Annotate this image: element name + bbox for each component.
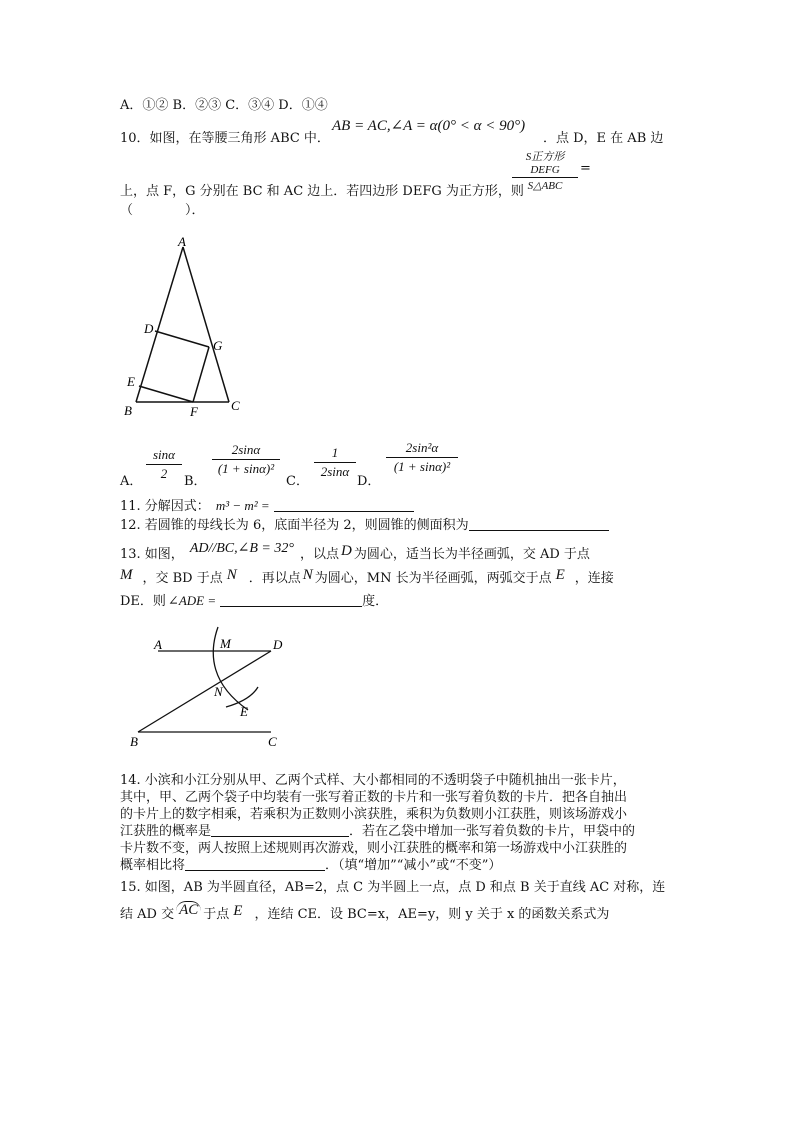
q10-paren: （ ）． xyxy=(120,203,205,218)
q13-figure xyxy=(128,625,298,755)
q10-ratio-den: S△ABC xyxy=(527,180,563,192)
q13-l2c: 为圆心，MN 长为半径画弧，两弧交于点 xyxy=(314,571,552,586)
q9-options: A．①② B．②③ C．③④ D．①④ xyxy=(120,98,328,113)
q10-intro: 10．如图，在等腰三角形 ABC 中． xyxy=(120,131,330,146)
q10-option-c-label: C． xyxy=(286,474,309,489)
q13-point-n: N xyxy=(226,567,237,583)
q14-answer-blank-1[interactable] xyxy=(211,824,349,837)
label-E: E xyxy=(240,704,248,719)
q13-l2a: ，交 BD 于点 xyxy=(142,571,223,586)
option-a-den: 2 xyxy=(160,466,168,481)
q14-line4 xyxy=(120,824,635,840)
q10-ratio-eq: = xyxy=(580,161,591,176)
q10-option-a xyxy=(146,447,182,482)
q13-l2d: ，连接 xyxy=(574,571,614,586)
label-C: C xyxy=(231,398,240,413)
q15-l2b: 于点 xyxy=(203,907,230,922)
q10-option-b-label: B． xyxy=(184,474,207,489)
q14-line5: 卡片数不变，两人按照上述规则再次游戏，则小江获胜的概率和第一场游戏中小江获胜的 xyxy=(120,841,628,856)
q13-l3b: 度． xyxy=(362,594,389,609)
option-b-den: (1 + sinα)² xyxy=(217,461,275,476)
q13-l1a: 13. 如图， xyxy=(120,547,184,562)
q12-prompt: 12. 若圆锥的母线长为 6，底面半径为 2，则圆锥的侧面积为 xyxy=(120,518,469,533)
q14-line2: 其中，甲、乙两个袋子中均装有一张写着正数的卡片和一张写着负数的卡片．把各自抽出 xyxy=(120,790,628,805)
q13-point-n2: N xyxy=(302,567,313,583)
option-a-num: sinα xyxy=(153,447,175,462)
q13-l1b: ，以点 xyxy=(299,547,339,562)
label-E: E xyxy=(127,374,135,389)
side-gf xyxy=(193,347,209,402)
label-F: F xyxy=(190,404,198,419)
q11-text xyxy=(120,498,414,515)
q14-answer-blank-2[interactable] xyxy=(185,858,325,871)
q14-line3: 的卡片上的数字相乘，若乘积为正数则小滨获胜，乘积为负数则小江获胜，则该场游戏小 xyxy=(120,807,628,822)
label-A: A xyxy=(154,637,162,652)
option-c-num: 1 xyxy=(331,445,339,460)
q14-l4b: ．若在乙袋中增加一张写着负数的卡片，甲袋中的 xyxy=(349,824,636,839)
label-C: C xyxy=(268,734,277,749)
label-M: M xyxy=(220,636,231,651)
q13-condition: AD//BC,∠B = 32° xyxy=(189,541,294,556)
q13-angle: ∠ADE = xyxy=(167,593,217,608)
label-B: B xyxy=(130,734,138,749)
label-A: A xyxy=(178,234,186,249)
label-D: D xyxy=(144,321,154,336)
side-fe xyxy=(139,386,193,402)
q10-option-c xyxy=(314,445,356,480)
q13-line2 xyxy=(120,567,614,587)
q15-l2c: ，连结 CE．设 BC=x，AE=y，则 y 关于 x 的函数关系式为 xyxy=(254,907,610,922)
q13-l1c: 为圆心，适当长为半径画弧，交 AD 于点 xyxy=(353,547,590,562)
q13-point-e: E xyxy=(555,567,565,583)
option-c-den: 2sinα xyxy=(320,464,350,479)
q15-line2 xyxy=(120,902,610,923)
q12-answer-blank[interactable] xyxy=(469,518,609,531)
side-dg xyxy=(155,331,209,347)
q13-l2b: ．再以点 xyxy=(248,571,301,586)
q14-l6b: ．（填“增加”“减小”或“不变”） xyxy=(325,858,502,873)
q13-line1 xyxy=(120,541,590,563)
q15-arc-ac: AC xyxy=(176,901,201,918)
q14-line1: 14. 小滨和小江分别从甲、乙两个式样、大小都相同的不透明袋子中随机抽出一张卡片， xyxy=(120,773,626,788)
option-d-num: 2sin²α xyxy=(405,440,439,455)
q10-option-a-label: A． xyxy=(120,474,143,489)
q13-point-m: M xyxy=(120,567,133,583)
q14-line6 xyxy=(120,858,501,874)
option-d-den: (1 + sinα)² xyxy=(393,459,451,474)
q11-prompt: 11. 分解因式： xyxy=(120,499,210,514)
q13-line3 xyxy=(120,593,388,610)
q12-text xyxy=(120,518,609,534)
q14-l6a: 概率相比将 xyxy=(120,858,186,873)
q13-l3a: DE．则 xyxy=(120,594,166,609)
q11-expression: m³ − m² = xyxy=(215,498,270,513)
q15-line1: 15. 如图，AB 为半圆直径，AB=2，点 C 为半圆上一点，点 D 和点 B 关于直线 AC 对称，连 xyxy=(120,880,666,895)
q15-l2a: 结 AD 交 xyxy=(120,907,175,922)
line-bd xyxy=(138,651,271,732)
option-b-num: 2sinα xyxy=(231,442,261,457)
q14-l4a: 江获胜的概率是 xyxy=(120,824,212,839)
label-D: D xyxy=(273,637,283,652)
side-ac xyxy=(183,247,229,402)
q10-option-d xyxy=(386,440,458,475)
q10-ratio-num: S正方形DEFG xyxy=(525,151,565,176)
q10-mid: ．点 D，E 在 AB 边 xyxy=(543,131,664,146)
label-G: G xyxy=(213,338,223,353)
q13-point-d: D xyxy=(341,543,352,559)
q10-line2: 上，点 F，G 分别在 BC 和 AC 边上．若四边形 DEFG 为正方形，则 xyxy=(120,184,524,199)
label-N: N xyxy=(214,684,223,699)
q10-condition: AB = AC,∠A = α(0° < α < 90°) xyxy=(332,118,526,134)
label-B: B xyxy=(124,403,132,418)
q10-option-b xyxy=(212,442,280,477)
q10-option-d-label: D． xyxy=(357,474,381,489)
q11-answer-blank[interactable] xyxy=(274,499,414,512)
q15-point-e: E xyxy=(233,903,243,919)
q13-answer-blank[interactable] xyxy=(220,594,362,607)
q10-figure xyxy=(118,232,258,422)
